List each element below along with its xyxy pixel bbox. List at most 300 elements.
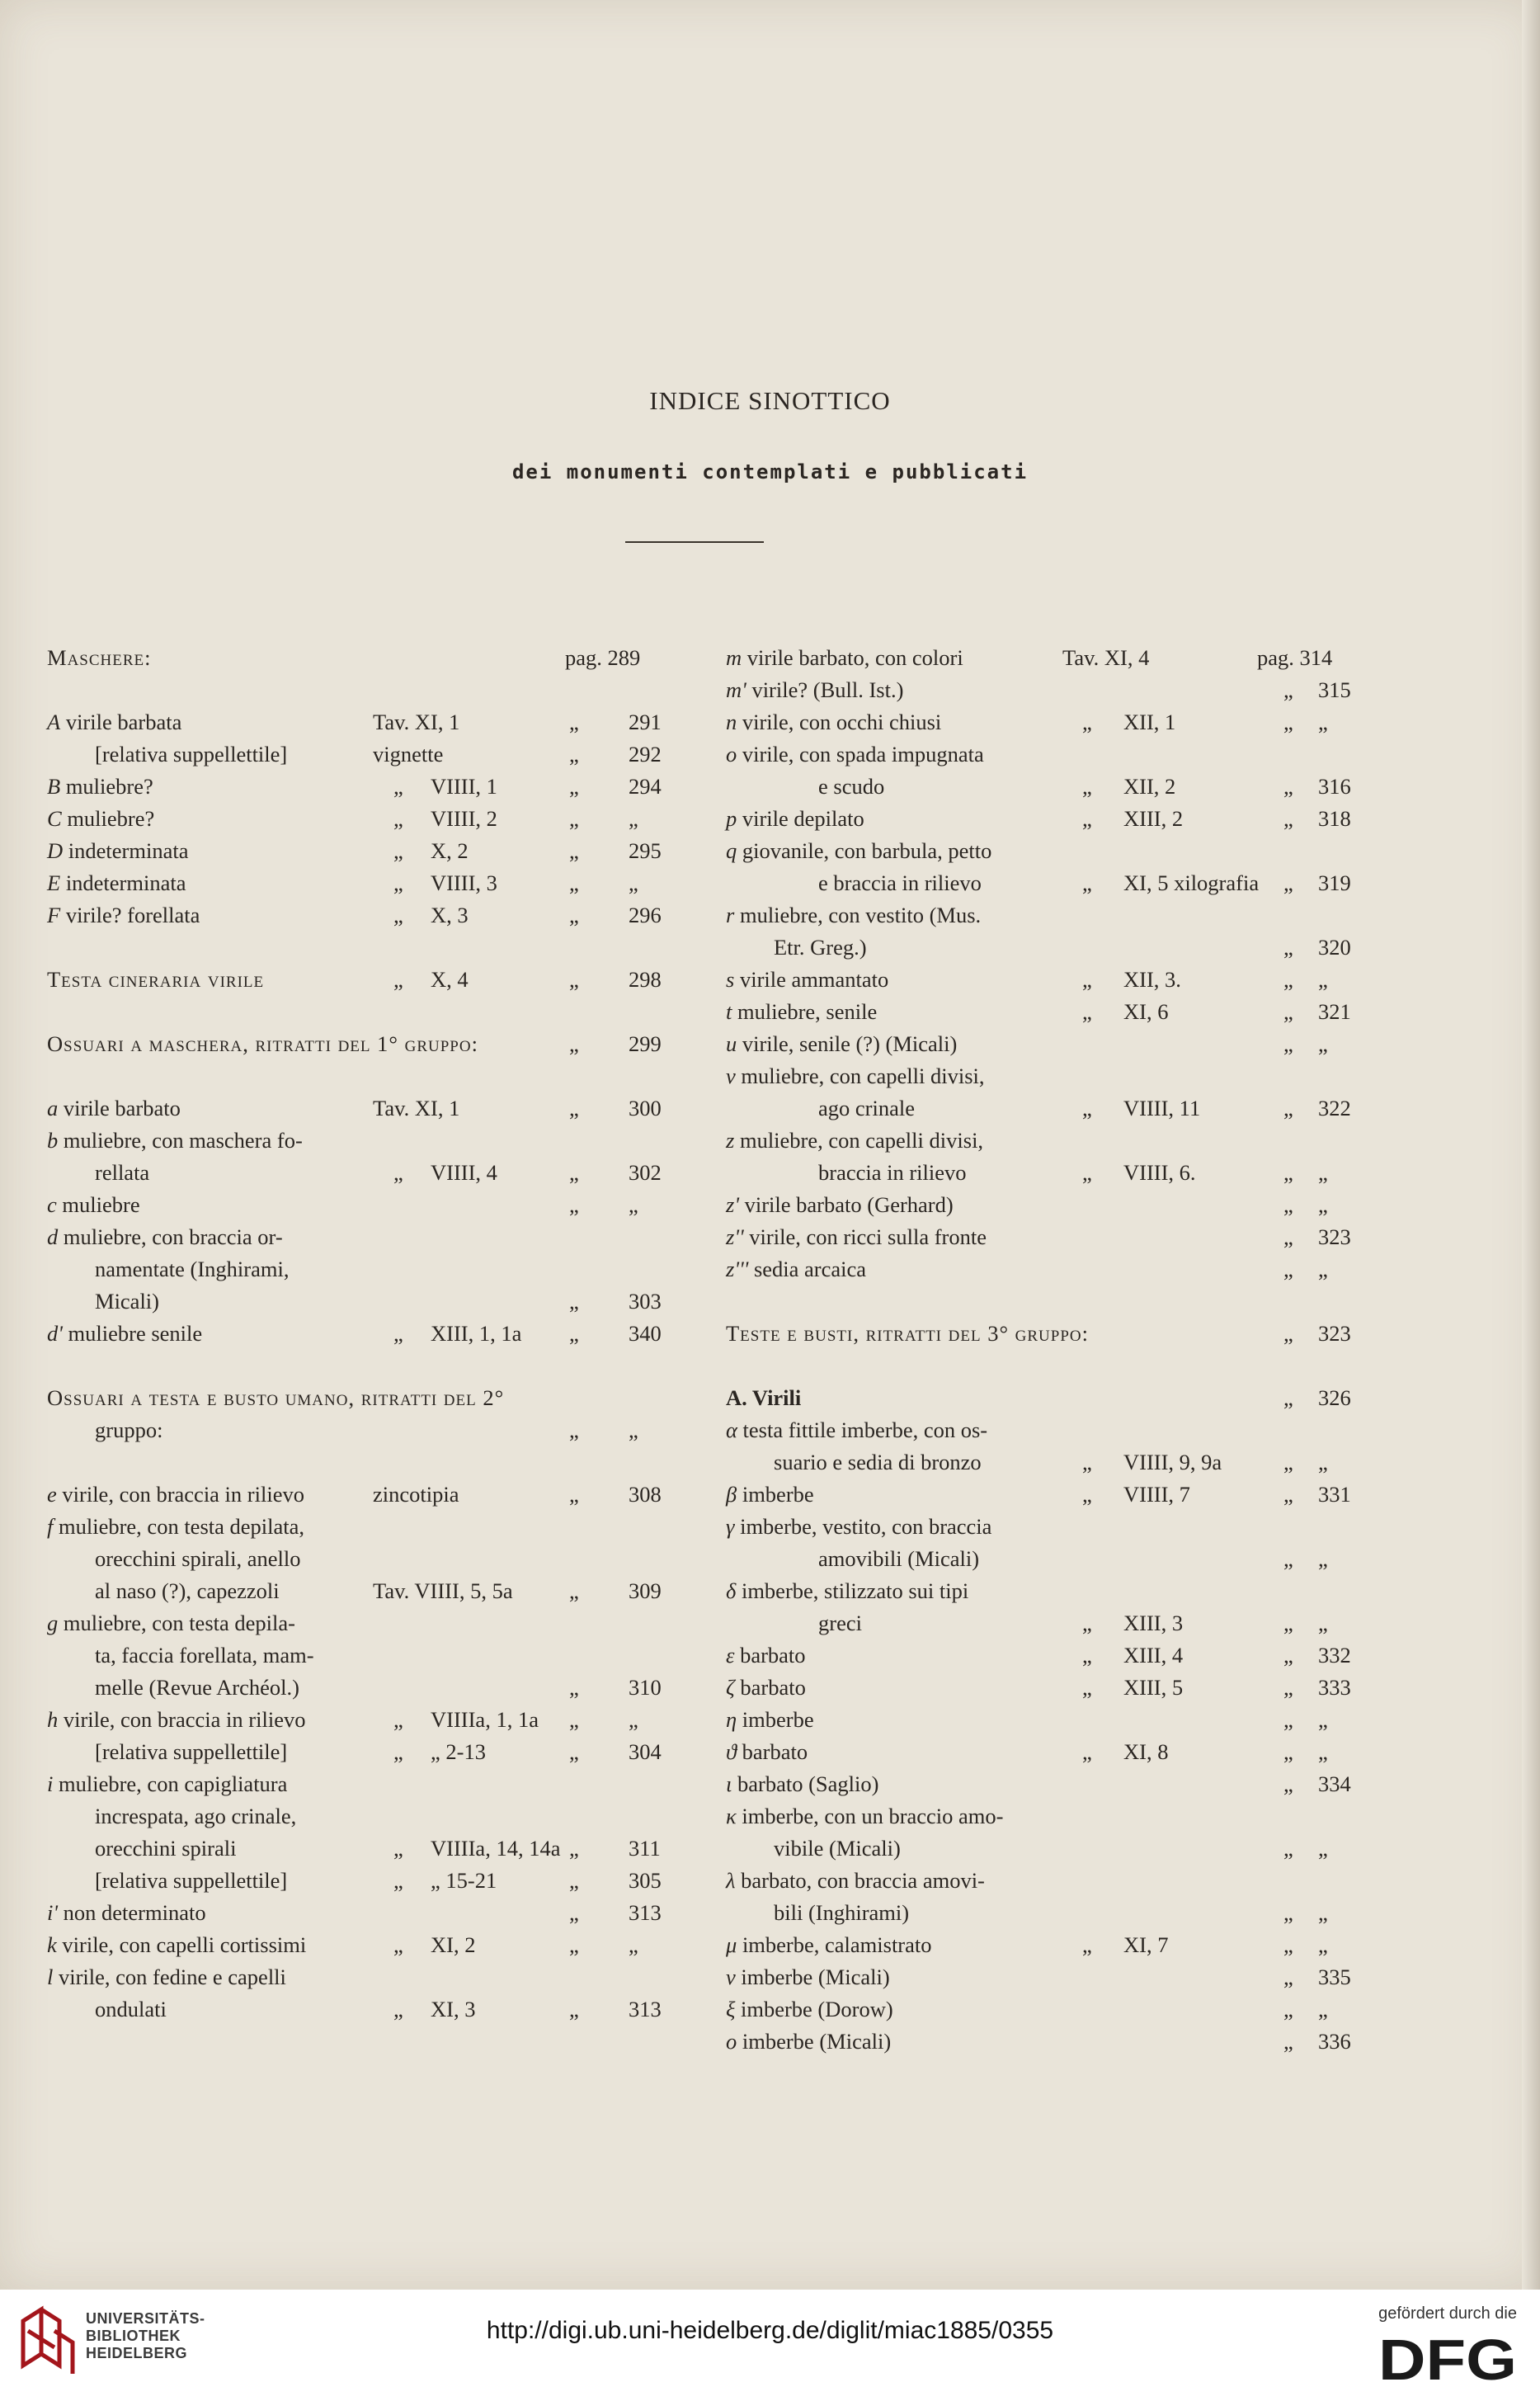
index-entry (47, 1060, 674, 1092)
plate-reference: X, 4 (431, 967, 469, 992)
entry-letter: ξ (726, 1997, 736, 2021)
index-entry (47, 932, 674, 964)
index-entry (47, 1704, 674, 1736)
ditto-mark: „ (569, 1192, 579, 1217)
ditto-mark: „ (569, 1868, 579, 1893)
index-entry (47, 1575, 674, 1607)
plate-reference: zincotipia (373, 1482, 459, 1507)
entry-label: al naso (?), capezzoli (95, 1578, 280, 1603)
entry-label (726, 1221, 987, 1253)
index-entry (47, 1768, 674, 1800)
plate-reference: VIIII, 7 (1123, 1482, 1190, 1507)
entry-label (726, 642, 963, 674)
entry-description: imberbe (Micali) (735, 1965, 890, 1989)
page-number: „ (629, 1707, 638, 1732)
entry-label (47, 1189, 140, 1221)
index-entry (47, 674, 674, 706)
plate-reference: XI, 2 (431, 1932, 476, 1957)
page-number: „ (1318, 710, 1328, 734)
index-entry (47, 738, 674, 771)
entry-label (47, 1511, 304, 1543)
entry-letter: m (726, 645, 742, 670)
entry-letter: b (47, 1128, 59, 1153)
ditto-mark: „ (1283, 999, 1293, 1024)
ditto-mark: „ (1283, 1546, 1293, 1571)
entry-description: muliebre, senile (732, 999, 878, 1024)
entry-label: orecchini spirali, anello (95, 1546, 301, 1571)
ditto-mark: „ (1283, 1257, 1293, 1281)
entry-label: increspata, ago crinale, (95, 1804, 297, 1828)
entry-label (726, 1060, 985, 1092)
index-entry (726, 1028, 1357, 1060)
entry-label (47, 803, 154, 835)
entry-label (726, 2026, 891, 2058)
index-entry (47, 1157, 674, 1189)
ditto-mark: „ (569, 806, 579, 831)
entry-label (47, 835, 188, 867)
entry-label (726, 1414, 987, 1446)
entry-label (726, 1800, 1004, 1833)
ditto-mark: „ (393, 1932, 403, 1957)
page-number: „ (629, 1192, 638, 1217)
entry-letter: v (726, 1064, 736, 1088)
index-entry (726, 1833, 1357, 1865)
page-number: 311 (629, 1836, 661, 1861)
dfg-logo (1378, 2332, 1519, 2386)
plate-reference: Tav. XI, 1 (373, 1096, 460, 1120)
ditto-mark: „ (1082, 967, 1092, 992)
index-entry (47, 1511, 674, 1543)
entry-letter: n (726, 710, 737, 734)
entry-label (47, 1704, 305, 1736)
entry-label: Ossuari a maschera, ritratti del 1° gruppo: (47, 1031, 478, 1056)
index-entry (47, 1253, 674, 1285)
entry-letter: l (47, 1965, 54, 1989)
page-title: INDICE SINOTTICO (649, 386, 891, 415)
entry-description: muliebre, con testa depila- (58, 1611, 295, 1635)
index-entry (47, 1414, 674, 1446)
plate-reference: VIIII, 4 (431, 1160, 497, 1185)
page-number: 313 (629, 1900, 662, 1925)
index-entry (726, 1060, 1357, 1092)
entry-label (726, 1961, 890, 1993)
index-entry (726, 1446, 1357, 1479)
index-entry (47, 899, 674, 932)
page-number: „ (1318, 1192, 1328, 1217)
index-entry (726, 964, 1357, 996)
index-entry (726, 1382, 1357, 1414)
page-number: 300 (629, 1096, 662, 1120)
title-divider (625, 541, 764, 543)
page-number: pag. 289 (565, 645, 641, 670)
entry-letter: i' (47, 1900, 59, 1925)
ditto-mark: „ (1283, 1997, 1293, 2021)
plate-reference: VIIIIa, 1, 1a (431, 1707, 539, 1732)
entry-letter: d (47, 1224, 59, 1249)
ditto-mark: „ (393, 1997, 403, 2021)
index-column-right (726, 642, 1357, 2058)
page-number: „ (1318, 1031, 1328, 1056)
entry-description: virile barbato, con colori (742, 645, 963, 670)
entry-letter: z''' (726, 1257, 749, 1281)
ditto-mark: „ (1283, 967, 1293, 992)
ditto-mark: „ (1283, 1707, 1293, 1732)
plate-reference: VIIII, 9, 9a (1123, 1450, 1222, 1474)
ditto-mark: „ (1283, 1643, 1293, 1667)
entry-description: barbato (734, 1643, 806, 1667)
ditto-mark: „ (393, 1707, 403, 1732)
entry-description: virile, con occhi chiusi (737, 710, 942, 734)
ditto-mark: „ (1082, 1739, 1092, 1764)
page-number: 298 (629, 967, 662, 992)
index-entry (47, 1865, 674, 1897)
page-number: „ (1318, 1160, 1328, 1185)
entry-description: muliebre, con testa depilata, (53, 1514, 305, 1539)
ditto-mark: „ (569, 1289, 579, 1314)
plate-reference: XIII, 4 (1123, 1643, 1184, 1667)
index-entry (726, 1157, 1357, 1189)
index-entry (726, 1961, 1357, 1993)
entry-description: muliebre, con capigliatura (53, 1771, 288, 1796)
entry-letter: ο (726, 2029, 737, 2054)
plate-reference: XIII, 3 (1123, 1611, 1184, 1635)
plate-reference: VIIII, 6. (1123, 1160, 1196, 1185)
entry-description: muliebre (56, 1192, 140, 1217)
entry-label (47, 1897, 206, 1929)
page-number: 303 (629, 1289, 662, 1314)
index-entry (47, 996, 674, 1028)
library-name-line: UNIVERSITÄTS- (86, 2310, 205, 2327)
entry-label: gruppo: (95, 1417, 163, 1442)
index-entry (726, 738, 1357, 771)
plate-reference: XII, 3. (1123, 967, 1181, 992)
index-entry (47, 1479, 674, 1511)
entry-label (47, 1768, 287, 1800)
entry-label (47, 771, 153, 803)
index-entry (726, 1543, 1357, 1575)
entry-label (47, 706, 181, 738)
plate-reference: Tav. VIIII, 5, 5a (373, 1578, 513, 1603)
entry-label: Etr. Greg.) (774, 935, 867, 960)
entry-description: virile? forellata (60, 903, 200, 927)
index-entry (47, 1382, 674, 1414)
permalink-url[interactable]: http://digi.ub.uni-heidelberg.de/diglit/miac1885/0355 (486, 2317, 1054, 2344)
entry-label: [relativa suppellettile] (95, 742, 288, 767)
ditto-mark: „ (1283, 806, 1293, 831)
ditto-mark: „ (1283, 1192, 1293, 1217)
entry-label: ago crinale (818, 1096, 915, 1120)
page-subtitle: dei monumenti contemplati e pubblicati (511, 460, 1029, 484)
entry-letter: g (47, 1611, 59, 1635)
page-number: 313 (629, 1997, 662, 2021)
entry-label: [relativa suppellettile] (95, 1868, 288, 1893)
ditto-mark: „ (1283, 935, 1293, 960)
ditto-mark: „ (1283, 710, 1293, 734)
page-number: 331 (1318, 1482, 1351, 1507)
entry-description: non determinato (58, 1900, 206, 1925)
page-number: 315 (1318, 677, 1351, 702)
ditto-mark: „ (569, 1482, 579, 1507)
ditto-mark: „ (393, 838, 403, 863)
ditto-mark: „ (393, 1739, 403, 1764)
page-number: 296 (629, 903, 662, 927)
index-entry (726, 803, 1357, 835)
plate-reference: X, 2 (431, 838, 469, 863)
entry-description: barbato (737, 1739, 808, 1764)
entry-description: imberbe, calamistrato (737, 1932, 932, 1957)
plate-reference: VIIII, 2 (431, 806, 497, 831)
index-entry (47, 1736, 674, 1768)
entry-label: e braccia in rilievo (818, 870, 982, 895)
entry-letter: μ (726, 1932, 737, 1957)
plate-reference: XIII, 5 (1123, 1675, 1184, 1700)
ditto-mark: „ (1283, 1836, 1293, 1861)
entry-letter: z' (726, 1192, 739, 1217)
index-entry (726, 835, 1357, 867)
entry-letter: a (47, 1096, 59, 1120)
plate-reference: Tav. XI, 4 (1062, 645, 1150, 670)
entry-letter: ϑ (726, 1739, 737, 1764)
plate-reference: „ 15-21 (431, 1868, 497, 1893)
entry-label: orecchini spirali (95, 1836, 237, 1861)
entry-label: Ossuari a testa e busto umano, ritratti del 2° (47, 1385, 505, 1410)
entry-letter: d' (47, 1321, 63, 1346)
entry-letter: α (726, 1417, 737, 1442)
index-entry (726, 899, 1357, 932)
entry-label (726, 1511, 991, 1543)
ditto-mark: „ (1283, 1385, 1293, 1410)
index-entry (726, 1511, 1357, 1543)
ditto-mark: „ (569, 1675, 579, 1700)
index-entry (47, 1897, 674, 1929)
page-number: pag. 314 (1257, 645, 1333, 670)
entry-letter: i (47, 1771, 54, 1796)
entry-description: virile depilato (737, 806, 864, 831)
plate-reference: XI, 3 (431, 1997, 476, 2021)
index-entry (726, 1736, 1357, 1768)
entry-label (47, 1221, 283, 1253)
entry-letter: c (47, 1192, 57, 1217)
index-entry (47, 803, 674, 835)
plate-reference: XI, 5 xilografia (1123, 870, 1260, 895)
page-number: 291 (629, 710, 662, 734)
index-entry (726, 1897, 1357, 1929)
entry-label (726, 1639, 806, 1672)
entry-letter: ι (726, 1771, 732, 1796)
ditto-mark: „ (569, 1578, 579, 1603)
page-number: 302 (629, 1160, 662, 1185)
ditto-mark: „ (1082, 1611, 1092, 1635)
index-entry (726, 1253, 1357, 1285)
entry-letter: u (726, 1031, 737, 1056)
index-entry (726, 2026, 1357, 2058)
entry-label: melle (Revue Archéol.) (95, 1675, 299, 1700)
page-number: „ (1318, 1707, 1328, 1732)
ditto-mark: „ (1283, 774, 1293, 799)
entry-label (726, 706, 941, 738)
entry-label (47, 1607, 295, 1639)
entry-label: braccia in rilievo (818, 1160, 967, 1185)
entry-description: virile, con braccia in rilievo (58, 1707, 306, 1732)
entry-letter: t (726, 999, 732, 1024)
entry-letter: E (47, 870, 61, 895)
ditto-mark: „ (1283, 2029, 1293, 2054)
entry-label: ondulati (95, 1997, 167, 2021)
entry-letter: q (726, 838, 737, 863)
entry-description: indeterminata (63, 838, 189, 863)
entry-description: sedia arcaica (748, 1257, 867, 1281)
entry-description: imberbe (Micali) (737, 2029, 892, 2054)
entry-label: greci (818, 1611, 862, 1635)
index-entry (726, 1993, 1357, 2026)
dfg-logo-text: DFG (1378, 2332, 1517, 2386)
page-number: 292 (629, 742, 662, 767)
page-number: „ (629, 1417, 638, 1442)
ditto-mark: „ (569, 774, 579, 799)
ditto-mark: „ (1283, 1096, 1293, 1120)
entry-label (726, 1865, 985, 1897)
entry-letter: ν (726, 1965, 736, 1989)
ditto-mark: „ (393, 806, 403, 831)
entry-label: namentate (Inghirami, (95, 1257, 290, 1281)
entry-label (47, 899, 200, 932)
ditto-mark: „ (569, 967, 579, 992)
entry-letter: f (47, 1514, 54, 1539)
entry-letter: η (726, 1707, 737, 1732)
page-number: 332 (1318, 1643, 1351, 1667)
entry-label (47, 1092, 181, 1125)
entry-description: muliebre, con capelli divisi, (735, 1064, 985, 1088)
page-number: 323 (1318, 1224, 1351, 1249)
entry-label: Teste e busti, ritratti del 3° gruppo: (726, 1321, 1089, 1346)
entry-description: imberbe (737, 1482, 814, 1507)
page-number: 295 (629, 838, 662, 863)
entry-label (726, 1028, 957, 1060)
index-entry (726, 1350, 1357, 1382)
index-entry (47, 1639, 674, 1672)
entry-letter: γ (726, 1514, 735, 1539)
page-number: „ (1318, 1611, 1328, 1635)
footer-bar (0, 2290, 1540, 2401)
ditto-mark: „ (1283, 870, 1293, 895)
plate-reference: VIIII, 1 (431, 774, 497, 799)
entry-letter: λ (726, 1868, 736, 1893)
entry-letter: z (726, 1128, 735, 1153)
entry-letter: F (47, 903, 61, 927)
entry-description: virile, con ricci sulla fronte (743, 1224, 987, 1249)
index-entry (47, 1318, 674, 1350)
ditto-mark: „ (569, 1997, 579, 2021)
page-number: „ (1318, 1450, 1328, 1474)
plate-reference: Tav. XI, 1 (373, 710, 460, 734)
entry-letter: r (726, 903, 735, 927)
page-number: 318 (1318, 806, 1351, 831)
ditto-mark: „ (1283, 1321, 1293, 1346)
plate-reference: X, 3 (431, 903, 469, 927)
entry-label (726, 1253, 866, 1285)
entry-description: barbato (734, 1675, 806, 1700)
index-entry (47, 1221, 674, 1253)
ditto-mark: „ (1082, 806, 1092, 831)
library-name-line: HEIDELBERG (86, 2345, 188, 2361)
index-entry (726, 1575, 1357, 1607)
page-number: 310 (629, 1675, 662, 1700)
ditto-mark: „ (569, 1160, 579, 1185)
entry-label (726, 1125, 983, 1157)
plate-reference: „ 2-13 (431, 1739, 486, 1764)
entry-description: imberbe, stilizzato sui tipi (736, 1578, 969, 1603)
index-entry (726, 1414, 1357, 1446)
page-number: 294 (629, 774, 662, 799)
page-number: „ (1318, 1932, 1328, 1957)
ditto-mark: „ (1082, 999, 1092, 1024)
entry-label: bili (Inghirami) (774, 1900, 910, 1925)
entry-label (726, 964, 888, 996)
entry-description: virile, senile (?) (Micali) (737, 1031, 958, 1056)
ditto-mark: „ (1283, 1900, 1293, 1925)
ditto-mark: „ (569, 1707, 579, 1732)
entry-label: [relativa suppellettile] (95, 1739, 288, 1764)
index-entry (47, 1543, 674, 1575)
ditto-mark: „ (393, 1868, 403, 1893)
index-entry (47, 771, 674, 803)
entry-label (726, 996, 877, 1028)
ditto-mark: „ (1283, 1611, 1293, 1635)
entry-description: giovanile, con barbula, petto (737, 838, 992, 863)
index-entry (47, 642, 674, 674)
entry-description: muliebre, con capelli divisi, (734, 1128, 984, 1153)
entry-description: virile, con capelli cortissimi (56, 1932, 307, 1957)
funding-note: gefördert durch die (1378, 2304, 1517, 2323)
index-entry (726, 1125, 1357, 1157)
index-entry (726, 771, 1357, 803)
ditto-mark: „ (569, 742, 579, 767)
ditto-mark: „ (1082, 1482, 1092, 1507)
entry-label (47, 1961, 286, 1993)
entry-label (47, 1479, 304, 1511)
index-entry (726, 1189, 1357, 1221)
entry-label: amovibili (Micali) (818, 1546, 980, 1571)
ditto-mark: „ (1283, 1031, 1293, 1056)
index-entry (726, 1865, 1357, 1897)
index-entry (726, 1704, 1357, 1736)
index-entry (47, 1350, 674, 1382)
page-number: 322 (1318, 1096, 1351, 1120)
index-entry (726, 706, 1357, 738)
entry-label (726, 1993, 893, 2026)
plate-reference: XIII, 2 (1123, 806, 1184, 831)
page-number: „ (1318, 1836, 1328, 1861)
index-entry (47, 1285, 674, 1318)
page-number: „ (1318, 1739, 1328, 1764)
entry-description: barbato, con braccia amovi- (735, 1868, 985, 1893)
entry-letter: ε (726, 1643, 735, 1667)
index-entry (726, 1800, 1357, 1833)
entry-label (726, 1736, 808, 1768)
entry-label (726, 803, 864, 835)
ditto-mark: „ (1283, 1932, 1293, 1957)
ditto-mark: „ (1283, 1771, 1293, 1796)
ditto-mark: „ (1283, 1160, 1293, 1185)
plate-reference: vignette (373, 742, 444, 767)
ditto-mark: „ (393, 1836, 403, 1861)
page-number: 334 (1318, 1771, 1351, 1796)
entry-label: rellata (95, 1160, 150, 1185)
plate-reference: VIIIIa, 14, 14a (431, 1836, 561, 1861)
entry-description: barbato (Saglio) (732, 1771, 879, 1796)
page-number: 335 (1318, 1965, 1351, 1989)
page-number: 309 (629, 1578, 662, 1603)
